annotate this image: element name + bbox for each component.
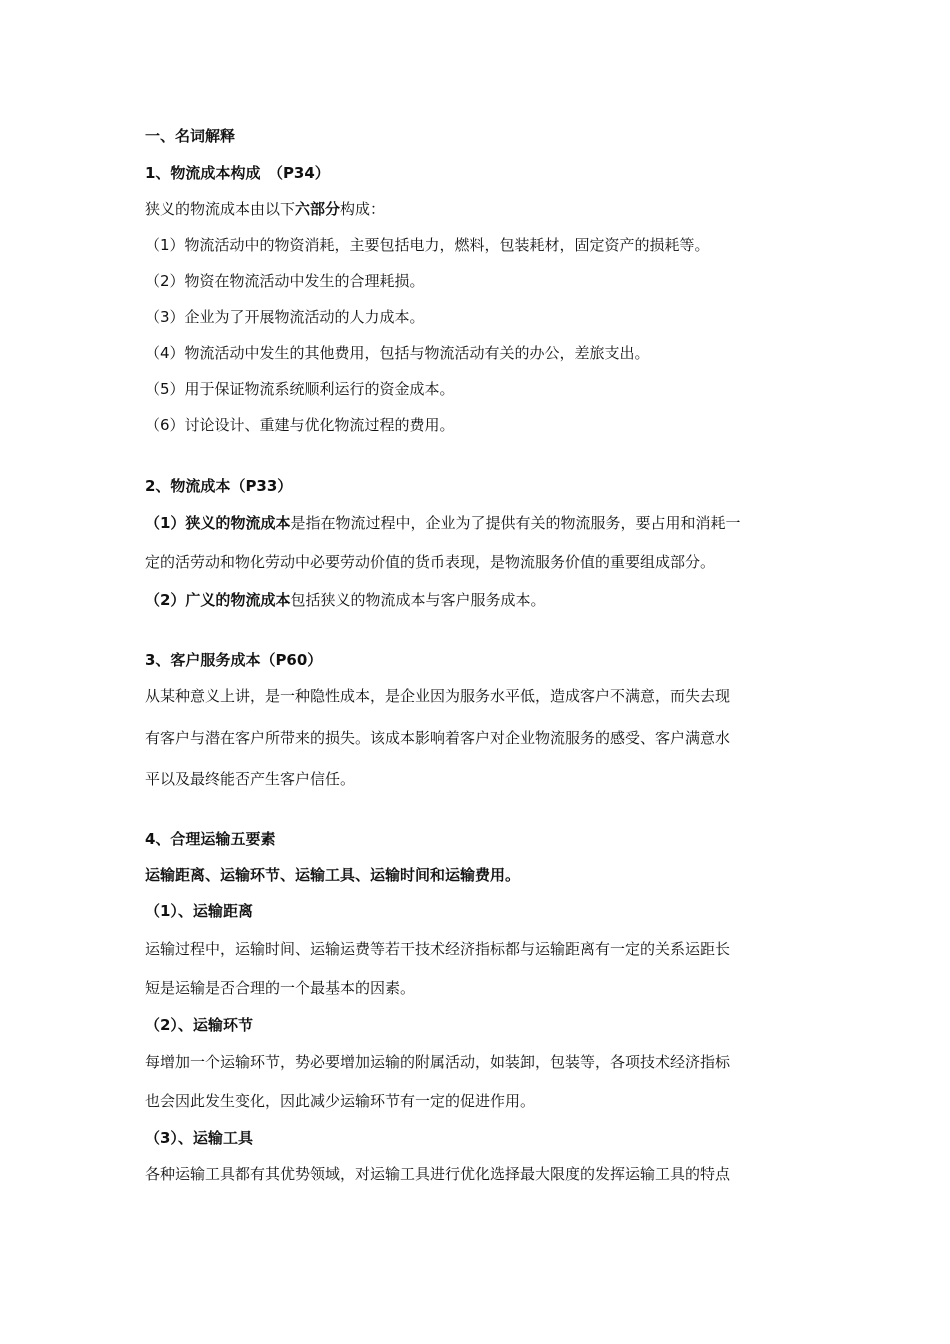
item2-p1-text: 是指在物流过程中，企业为了提供有关的物流服务，要占用和消耗一	[290, 514, 741, 532]
item1-list-item: （3）企业为了开展物流活动的人力成本。	[145, 308, 425, 326]
item2-p1-term: （1）狭义的物流成本	[145, 514, 291, 532]
item1-list-item: （5）用于保证物流系统顺利运行的资金成本。	[145, 380, 455, 398]
item4-summary: 运输距离、运输环节、运输工具、运输时间和运输费用。	[145, 866, 521, 884]
item3-line: 从某种意义上讲，是一种隐性成本，是企业因为服务水平低，造成客户不满意，而失去现	[145, 687, 731, 705]
item4-heading: 4、合理运输五要素	[145, 830, 276, 848]
document-page	[145, 0, 810, 1344]
item4-sub1-line: 短是运输是否合理的一个最基本的因素。	[145, 979, 416, 997]
item3-heading: 3、客户服务成本（P60）	[145, 651, 323, 669]
item1-list-item: （1）物流活动中的物资消耗，主要包括电力，燃料，包装耗材，固定资产的损耗等。	[145, 236, 710, 254]
item3-line: 有客户与潜在客户所带来的损失。该成本影响着客户对企业物流服务的感受、客户满意水	[145, 729, 731, 747]
item4-sub2-heading: （2）、运输环节	[145, 1016, 253, 1034]
item2-p2	[145, 590, 545, 610]
item4-sub2-line: 每增加一个运输环节，势必要增加运输的附属活动，如装卸，包装等，各项技术经济指标	[145, 1053, 731, 1071]
section-title: 一、名词解释	[145, 127, 236, 145]
item3-line: 平以及最终能否产生客户信任。	[145, 770, 356, 788]
item2-p1-line2: 定的活劳动和物化劳动中必要劳动价值的货币表现，是物流服务价值的重要组成部分。	[145, 553, 716, 571]
item4-sub1-line: 运输过程中，运输时间、运输运费等若干技术经济指标都与运输距离有一定的关系运距长	[145, 940, 731, 958]
item1-heading: 1、物流成本构成 （P34）	[145, 164, 330, 182]
item4-sub2-line: 也会因此发生变化，因此减少运输环节有一定的促进作用。	[145, 1092, 536, 1110]
item2-p2-text: 包括狭义的物流成本与客户服务成本。	[290, 591, 546, 609]
item2-heading: 2、物流成本（P33）	[145, 477, 293, 495]
item1-list-item: （6）讨论设计、重建与优化物流过程的费用。	[145, 416, 455, 434]
item4-sub3-line: 各种运输工具都有其优势领域，对运输工具进行优化选择最大限度的发挥运输工具的特点	[145, 1165, 731, 1183]
item1-list-item: （4）物流活动中发生的其他费用，包括与物流活动有关的办公，差旅支出。	[145, 344, 650, 362]
item4-sub1-heading: （1）、运输距离	[145, 902, 253, 920]
item1-intro-post: 构成：	[340, 200, 386, 218]
item1-intro-pre: 狭义的物流成本由以下	[145, 200, 296, 218]
item1-list-item: （2）物资在物流活动中发生的合理耗损。	[145, 272, 425, 290]
item1-intro	[145, 199, 385, 219]
item1-intro-bold: 六部分	[295, 200, 341, 218]
item4-sub3-heading: （3）、运输工具	[145, 1129, 253, 1147]
item2-p1-line1	[145, 513, 740, 533]
item2-p2-term: （2）广义的物流成本	[145, 591, 291, 609]
